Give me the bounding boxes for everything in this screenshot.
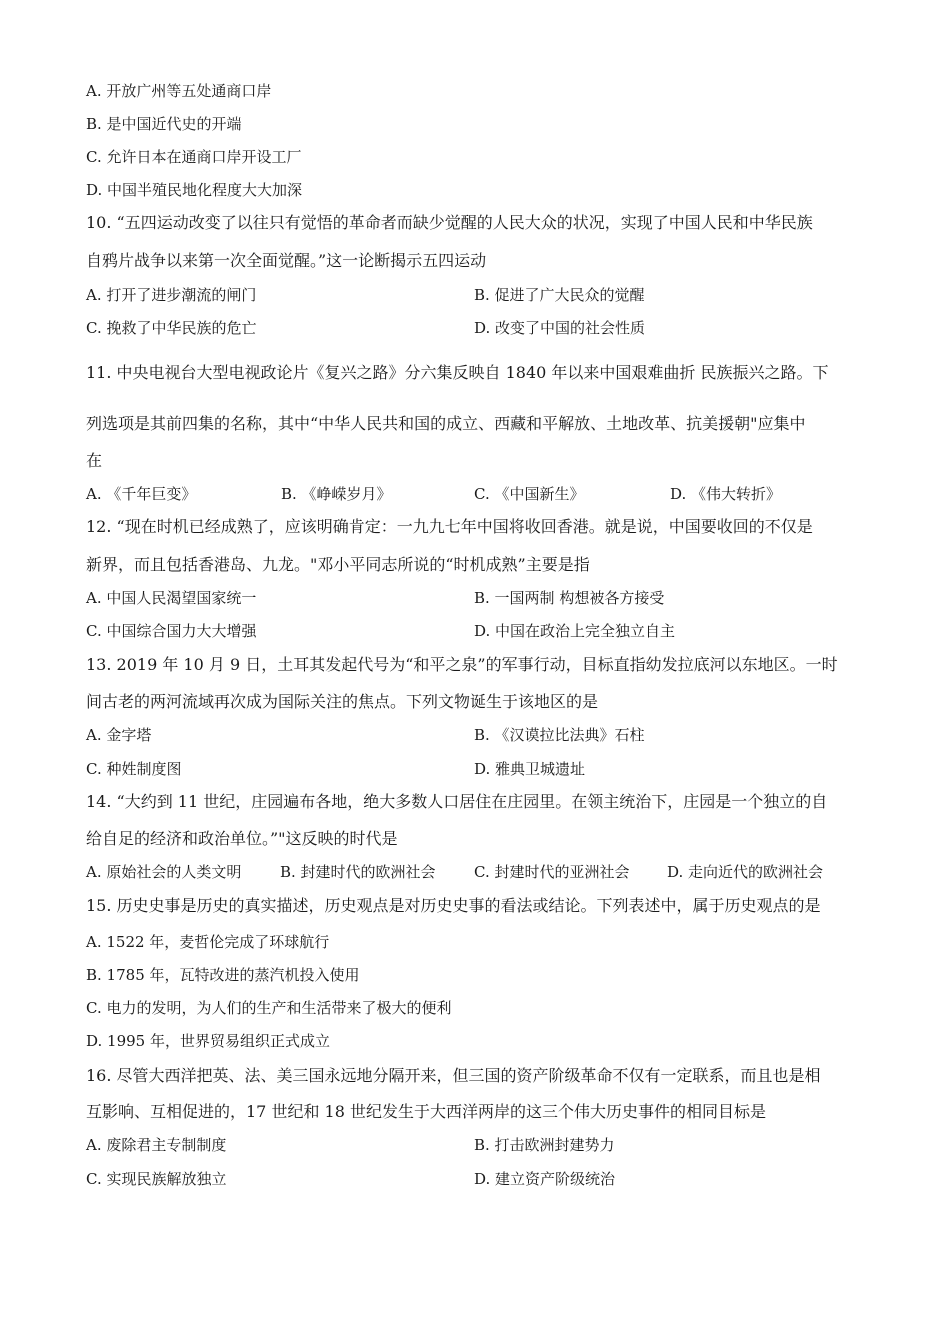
q10-option-d: D. 改变了中国的社会性质 [474,319,646,337]
q14-stem-line2: 给自足的经济和政治单位。”"这反映的时代是 [86,829,398,848]
q14-option-d: D. 走向近代的欧洲社会 [667,863,824,881]
q14-option-a: A. 原始社会的人类文明 [86,863,242,881]
q11-stem-line3: 在 [86,451,103,470]
q11-option-c: C. 《中国新生》 [474,485,585,503]
q15-option-a: A. 1522 年，麦哲伦完成了环球航行 [86,933,330,951]
q11-option-a: A. 《千年巨变》 [86,485,197,503]
q12-option-b: B. 一国两制 构想被各方接受 [474,589,665,607]
q14-option-b: B. 封建时代的欧洲社会 [280,863,436,881]
q12-option-c: C. 中国综合国力大大增强 [86,622,257,640]
q12-stem-line2: 新界，而且包括香港岛、九龙。"邓小平同志所说的“时机成熟”主要是指 [86,555,590,574]
q9-option-d: D. 中国半殖民地化程度大大加深 [86,181,303,199]
q10-option-a: A. 打开了进步潮流的闸门 [86,286,257,304]
q14-option-c: C. 封建时代的亚洲社会 [474,863,630,881]
q10-stem-line1: 10. “五四运动改变了以往只有觉悟的革命者而缺少觉醒的人民大众的状况，实现了中国人民和中华民族 [86,213,813,232]
q15-option-b: B. 1785 年，瓦特改进的蒸汽机投入使用 [86,966,360,984]
q11-option-d: D. 《伟大转折》 [670,485,782,503]
q10-option-b: B. 促进了广大民众的觉醒 [474,286,645,304]
q16-stem-line2: 互影响、互相促进的，17 世纪和 18 世纪发生于大西洋两岸的这三个伟大历史事件的相同目标是 [86,1102,766,1121]
q11-option-b: B. 《峥嵘岁月》 [281,485,392,503]
q13-option-c: C. 种姓制度图 [86,760,182,778]
q13-stem-line2: 间古老的两河流域再次成为国际关注的焦点。下列文物诞生于该地区的是 [86,692,599,711]
q15-option-d: D. 1995 年，世界贸易组织正式成立 [86,1032,330,1050]
q16-option-c: C. 实现民族解放独立 [86,1170,227,1188]
q9-option-b: B. 是中国近代史的开端 [86,115,242,133]
q12-stem-line1: 12. “现在时机已经成熟了，应该明确肯定：一九九七年中国将收回香港。就是说，中国要收回的不仅是 [86,517,813,536]
q11-stem-line2: 列选项是其前四集的名称，其中“中华人民共和国的成立、西藏和平解放、土地改革、抗美援朝"应集中 [86,414,806,433]
q12-option-a: A. 中国人民渴望国家统一 [86,589,257,607]
q15-option-c: C. 电力的发明，为人们的生产和生活带来了极大的便利 [86,999,452,1017]
q15-stem-line1: 15. 历史史事是历史的真实描述，历史观点是对历史史事的看法或结论。下列表述中，属于历史观点的是 [86,896,821,915]
q10-stem-line2: 自鸦片战争以来第一次全面觉醒。”这一论断揭示五四运动 [86,251,487,270]
q9-option-a: A. 开放广州等五处通商口岸 [86,82,272,100]
q13-option-b: B. 《汉谟拉比法典》石柱 [474,726,645,744]
q10-option-c: C. 挽救了中华民族的危亡 [86,319,257,337]
q9-option-c: C. 允许日本在通商口岸开设工厂 [86,148,302,166]
q16-option-b: B. 打击欧洲封建势力 [474,1136,615,1154]
q12-option-d: D. 中国在政治上完全独立自主 [474,622,676,640]
q13-option-d: D. 雅典卫城遗址 [474,760,586,778]
q11-stem-line1: 11. 中央电视台大型电视政论片《复兴之路》分六集反映自 1840 年以来中国艰难曲折 民族振兴之路。下 [86,363,829,382]
q14-stem-line1: 14. “大约到 11 世纪，庄园遍布各地，绝大多数人口居住在庄园里。在领主统治下，庄园是一个独立的自 [86,792,828,811]
q16-stem-line1: 16. 尽管大西洋把英、法、美三国永远地分隔开来，但三国的资产阶级革命不仅有一定联系，而且也是相 [86,1066,821,1085]
q13-stem-line1: 13. 2019 年 10 月 9 日，土耳其发起代号为“和平之泉”的军事行动，目标直指幼发拉底河以东地区。一时 [86,655,838,674]
q16-option-d: D. 建立资产阶级统治 [474,1170,616,1188]
q16-option-a: A. 废除君主专制制度 [86,1136,227,1154]
q13-option-a: A. 金字塔 [86,726,152,744]
